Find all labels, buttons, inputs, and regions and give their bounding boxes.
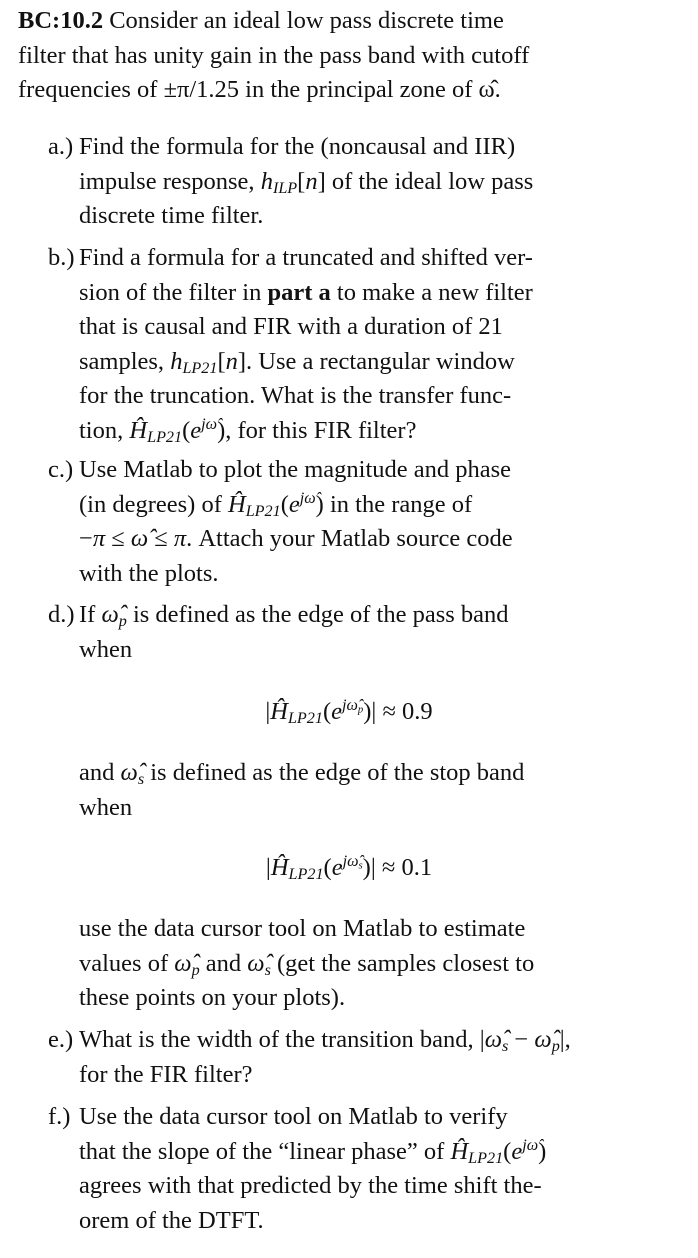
passband-equation: $|Ĥ_{LP21}(e^{j\omegâ_p})| \approx 0.9$ (265, 697, 433, 728)
part-d-line: when (79, 793, 133, 821)
stopband-equation: $|Ĥ_{LP21}(e^{j\omegâ_s})| \approx 0.1$ (265, 853, 433, 884)
part-b-line: sion of the filter in part a to make a new filter (79, 278, 533, 306)
part-d-tail (48, 912, 648, 1016)
intro-line-2: filter that has unity gain in the pass band with cutoff (18, 41, 530, 69)
part-f-line: orem of the DTFT. (79, 1206, 264, 1234)
part-f-line: Use the data cursor tool on Matlab to verify (79, 1103, 508, 1130)
intro-line-1: Consider an ideal low pass discrete time (109, 7, 504, 34)
part-d-line: If $\omegâ_p$ is defined as the edge of the pass band (79, 601, 509, 631)
part-e (48, 1023, 648, 1092)
problem-label: BC:10.2 (18, 7, 104, 34)
part-b-line: for the truncation. What is the transfer func- (79, 382, 512, 409)
part-e-line: What is the width of the transition band, $|\omegâ_s$ − $\omegâ_p|$, (79, 1026, 571, 1056)
part-d-line: these points on your plots). (79, 984, 346, 1011)
part-d-letter: d.) (48, 601, 75, 628)
part-c-line: Use Matlab to plot the magnitude and phase (79, 456, 512, 483)
part-c (48, 453, 648, 591)
part-d-line: and $\omegâ_s$ is defined as the edge of the stop band (79, 759, 525, 789)
part-f-line: agrees with that predicted by the time shift the- (79, 1172, 542, 1199)
part-d-line: when (79, 635, 133, 663)
part-f-letter: f.) (48, 1103, 71, 1130)
part-a-line: Find the formula for the (noncausal and IIR) (79, 133, 516, 160)
part-b-line: samples, $h_{LP21}[n]$. Use a rectangular window (79, 347, 515, 377)
part-f-line: that the slope of the “linear phase” of $Ĥ_{LP21}(e^{j\omegâ})$ (79, 1136, 547, 1167)
part-b-line: that is causal and FIR with a duration of 21 (79, 313, 503, 340)
part-b-line: Find a formula for a truncated and shifted ver- (79, 244, 533, 271)
part-b-line: tion, $Ĥ_{LP21}(e^{j\omegâ})$, for this FIR filter? (79, 415, 417, 446)
part-c-letter: c.) (48, 456, 74, 483)
part-b (48, 241, 648, 448)
part-c-line: −π ≤ ω̂ ≤ π. Attach your Matlab source code (79, 525, 513, 552)
part-d-cont (48, 756, 648, 825)
intro-line-3: frequencies of ±π/1.25 in the principal zone of ω̂. (18, 76, 501, 103)
part-d-line: values of $\omegâ_p$ and $\omegâ_s$ (get the samples closest to (79, 949, 535, 979)
part-a-line: discrete time filter. (79, 202, 264, 229)
part-d-line: use the data cursor tool on Matlab to estimate (79, 915, 526, 942)
part-d (48, 598, 648, 667)
problem-intro (18, 4, 678, 108)
part-f (48, 1100, 648, 1238)
part-e-letter: e.) (48, 1026, 74, 1053)
part-b-letter: b.) (48, 244, 75, 271)
part-a (48, 130, 648, 234)
part-c-line: with the plots. (79, 559, 219, 587)
part-a-line: impulse response, $h_{ILP}[n]$ of the ideal low pass (79, 167, 534, 197)
part-c-line: (in degrees) of $Ĥ_{LP21}(e^{j\omegâ})$ in the range of (79, 489, 473, 520)
part-e-line: for the FIR filter? (79, 1060, 253, 1088)
part-a-letter: a.) (48, 133, 74, 160)
